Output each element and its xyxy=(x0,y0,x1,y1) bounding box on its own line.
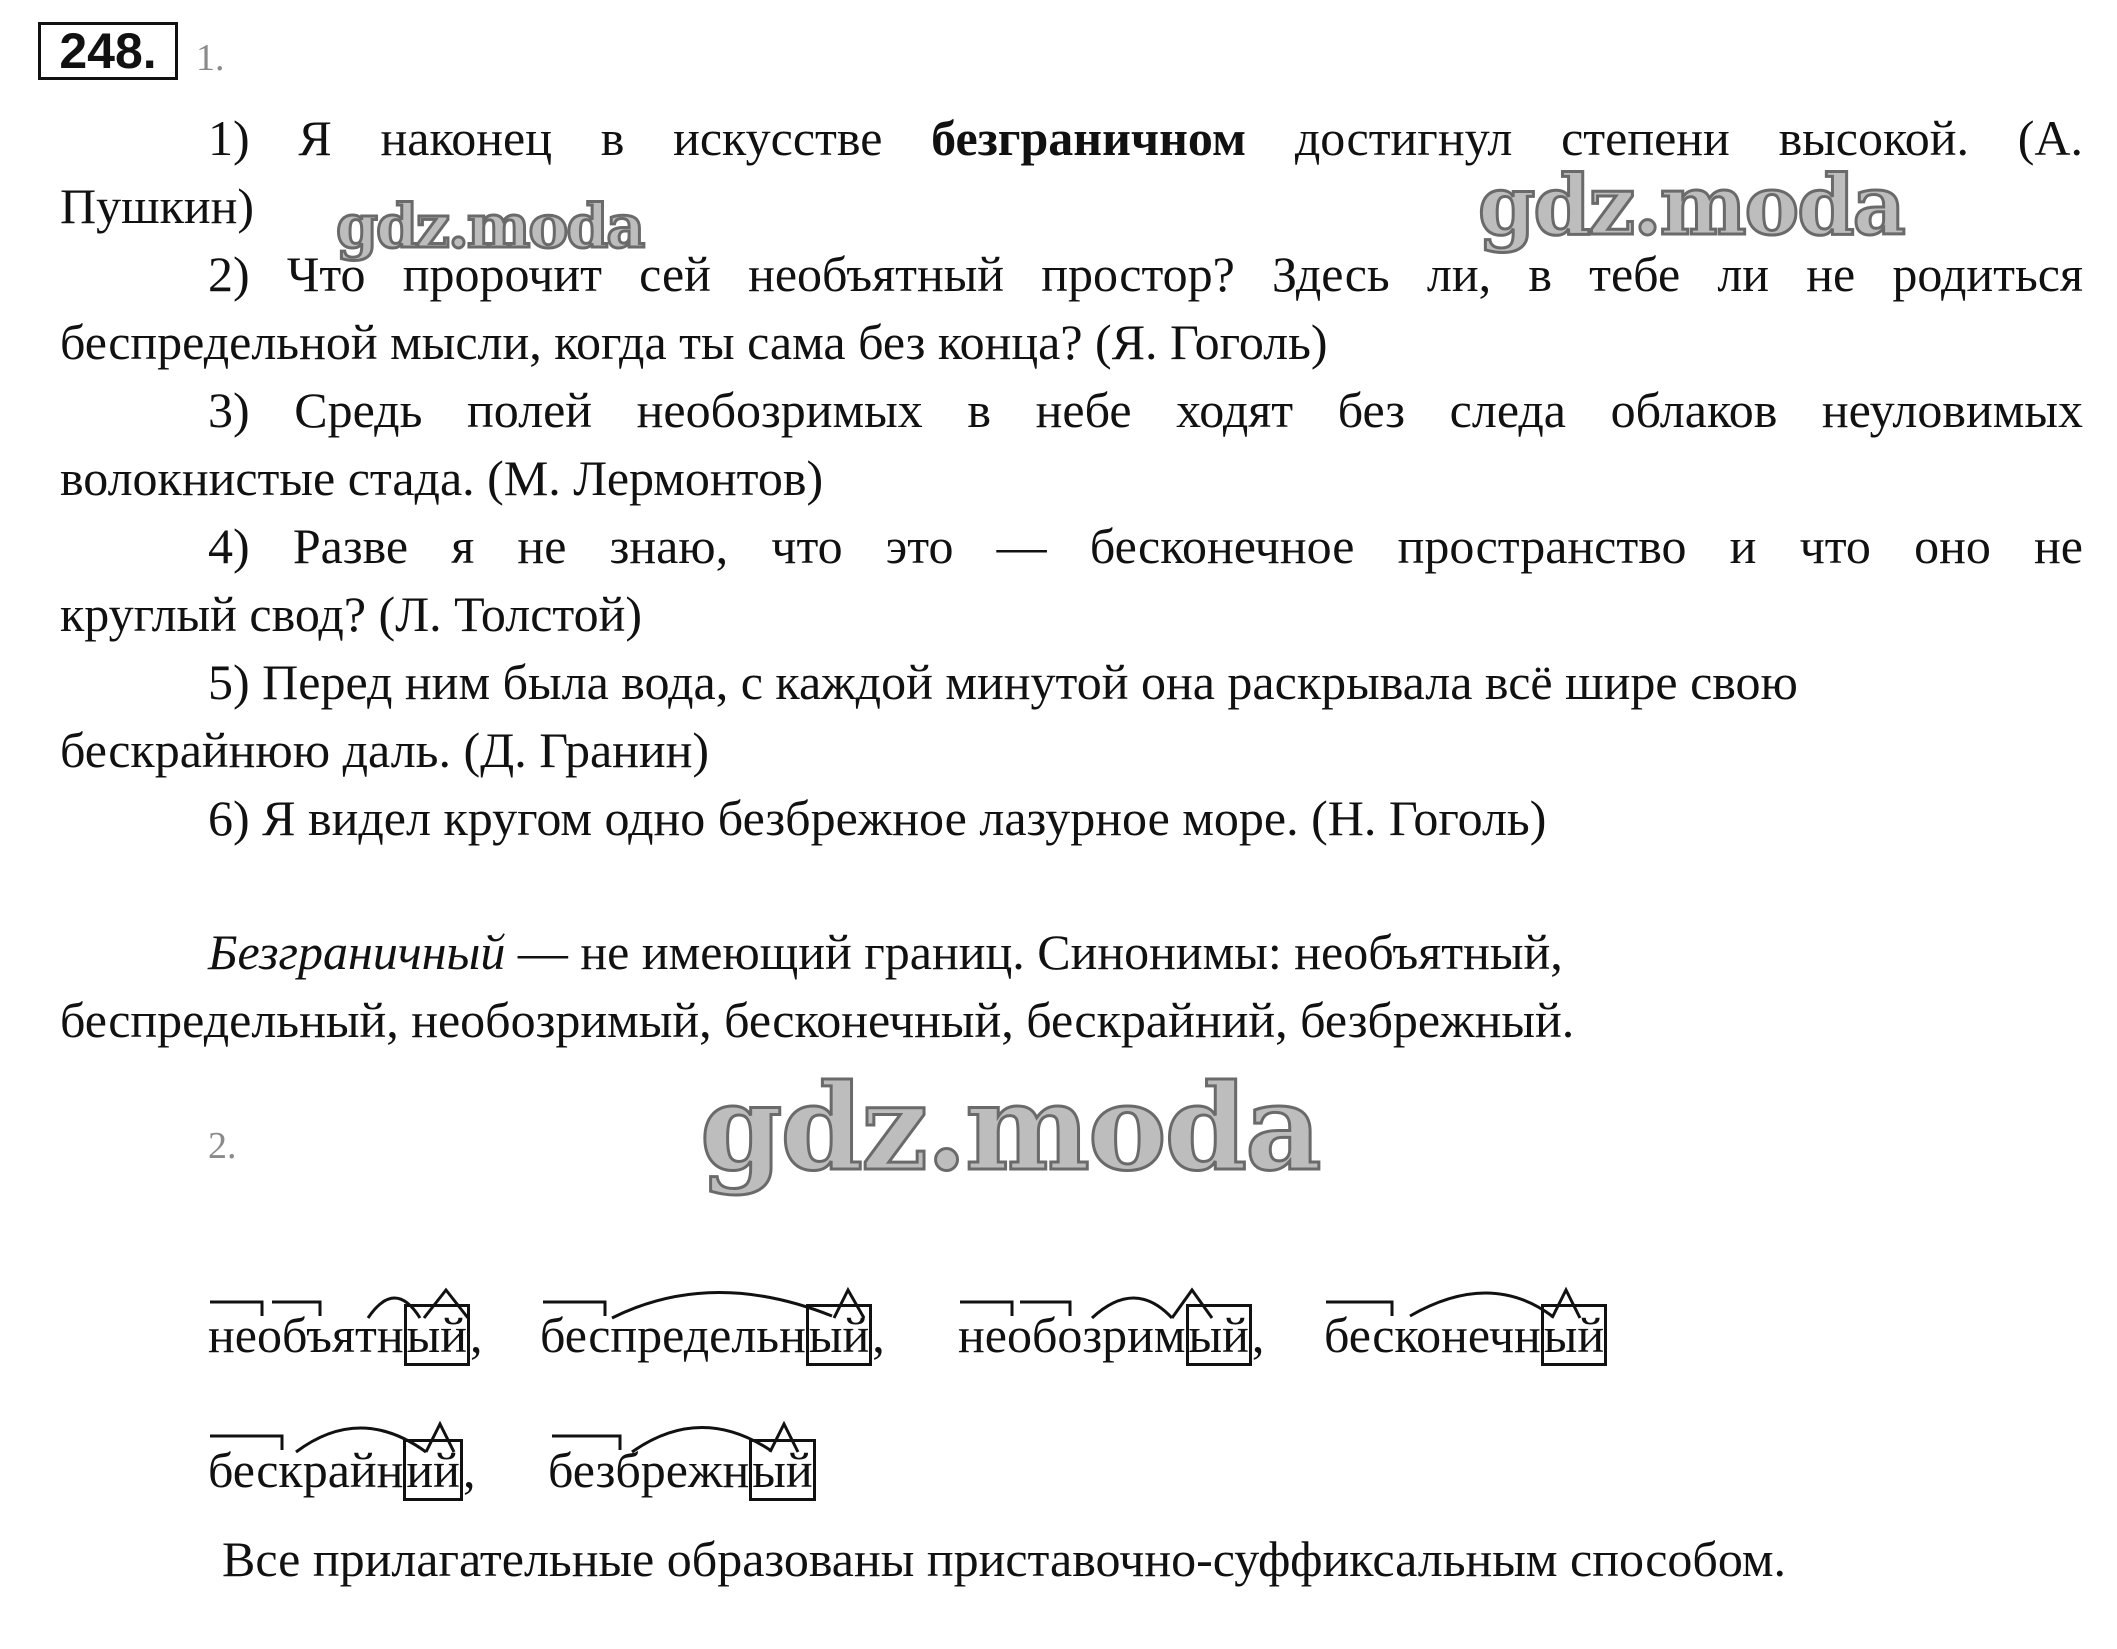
suffix-mark xyxy=(770,1424,798,1452)
prefix-mark xyxy=(552,1436,620,1450)
keyword-bold: безграничном xyxy=(931,110,1247,166)
sentence-5-line-2: бескрайнюю даль. (Д. Гранин) xyxy=(60,722,710,778)
sentence-5-line-1: 5) Перед ним была вода, с каждой минутой она раскрывала всё шире свою xyxy=(208,654,1798,710)
definition-line-1: Безграничный — не имеющий границ. Синонимы: необъятный, xyxy=(208,924,1563,980)
definition-term: Безграничный xyxy=(208,924,506,980)
prefix-mark xyxy=(1326,1302,1392,1316)
ending-box: ый xyxy=(404,1304,470,1366)
exercise-number: 248. xyxy=(38,22,178,80)
suffix-mark xyxy=(834,1290,864,1318)
conclusion-text: Все прилагательные образованы приставочно-суффиксальным способом. xyxy=(222,1531,1787,1587)
morph-word-5: бескрайний, xyxy=(208,1440,475,1500)
prefix-mark xyxy=(272,1302,320,1316)
prefix-mark xyxy=(543,1302,605,1316)
sentence-3-line-1: 3) Средь полей необозримых в небе ходят без следа облаков неуловимых xyxy=(208,382,2083,438)
sentence-4-line-2: круглый свод? (Л. Толстой) xyxy=(60,586,642,642)
part-1-label: 1. xyxy=(196,37,225,79)
morph-word-6: безбрежный xyxy=(548,1440,816,1500)
sentence-1-line-2: Пушкин) xyxy=(60,178,255,234)
sentence-4-line-1: 4) Разве я не знаю, что это — бесконечное пространство и что оно не xyxy=(208,518,2083,574)
watermark-logo: gdz.moda xyxy=(700,1058,1320,1197)
sentence-2-line-1: 2) Что пророчит сей необъятный простор? Здесь ли, в тебе ли не родиться xyxy=(208,246,2083,302)
definition-line-2: беспредельный, необозримый, бесконечный, бескрайний, безбрежный. xyxy=(60,992,1575,1048)
ending-box: ый xyxy=(1186,1304,1252,1366)
root-arc xyxy=(368,1298,420,1318)
morph-word-3: необозримый, xyxy=(958,1305,1264,1365)
morph-word-2: беспредельный, xyxy=(540,1305,885,1365)
watermark-logo: gdz.moda xyxy=(1478,158,1904,254)
part-2-label: 2. xyxy=(208,1125,237,1167)
prefix-mark xyxy=(210,1302,262,1316)
root-arc xyxy=(632,1427,770,1452)
ending-box: ый xyxy=(749,1439,815,1501)
sentence-2-line-2: беспредельной мысли, когда ты сама без конца? (Я. Гоголь) xyxy=(60,314,1328,370)
prefix-mark xyxy=(1020,1302,1070,1316)
ending-box: ий xyxy=(403,1439,463,1501)
suffix-mark xyxy=(426,1424,454,1452)
sentence-3-line-2: волокнистые стада. (М. Лермонтов) xyxy=(60,450,824,506)
sentence-1-line-1: 1) Я наконец в искусстве безграничном достигнул степени высокой. (А. xyxy=(208,110,2084,166)
prefix-mark xyxy=(960,1302,1012,1316)
suffix-mark xyxy=(424,1290,468,1318)
morph-word-4: бесконечный xyxy=(1324,1305,1607,1365)
ending-box: ый xyxy=(806,1304,872,1366)
watermark-logo: gdz.moda xyxy=(336,192,644,262)
root-arc xyxy=(296,1428,426,1452)
morph-word-1: необъятный, xyxy=(208,1305,482,1365)
prefix-mark xyxy=(210,1436,282,1450)
sentence-6-line-1: 6) Я видел кругом одно безбрежное лазурное море. (Н. Гоголь) xyxy=(208,790,1547,846)
root-arc xyxy=(1410,1293,1552,1316)
root-arc xyxy=(612,1292,832,1318)
suffix-mark xyxy=(1552,1290,1580,1318)
suffix-mark xyxy=(1172,1290,1212,1318)
ending-box: ый xyxy=(1541,1304,1607,1366)
root-arc xyxy=(1092,1298,1172,1318)
